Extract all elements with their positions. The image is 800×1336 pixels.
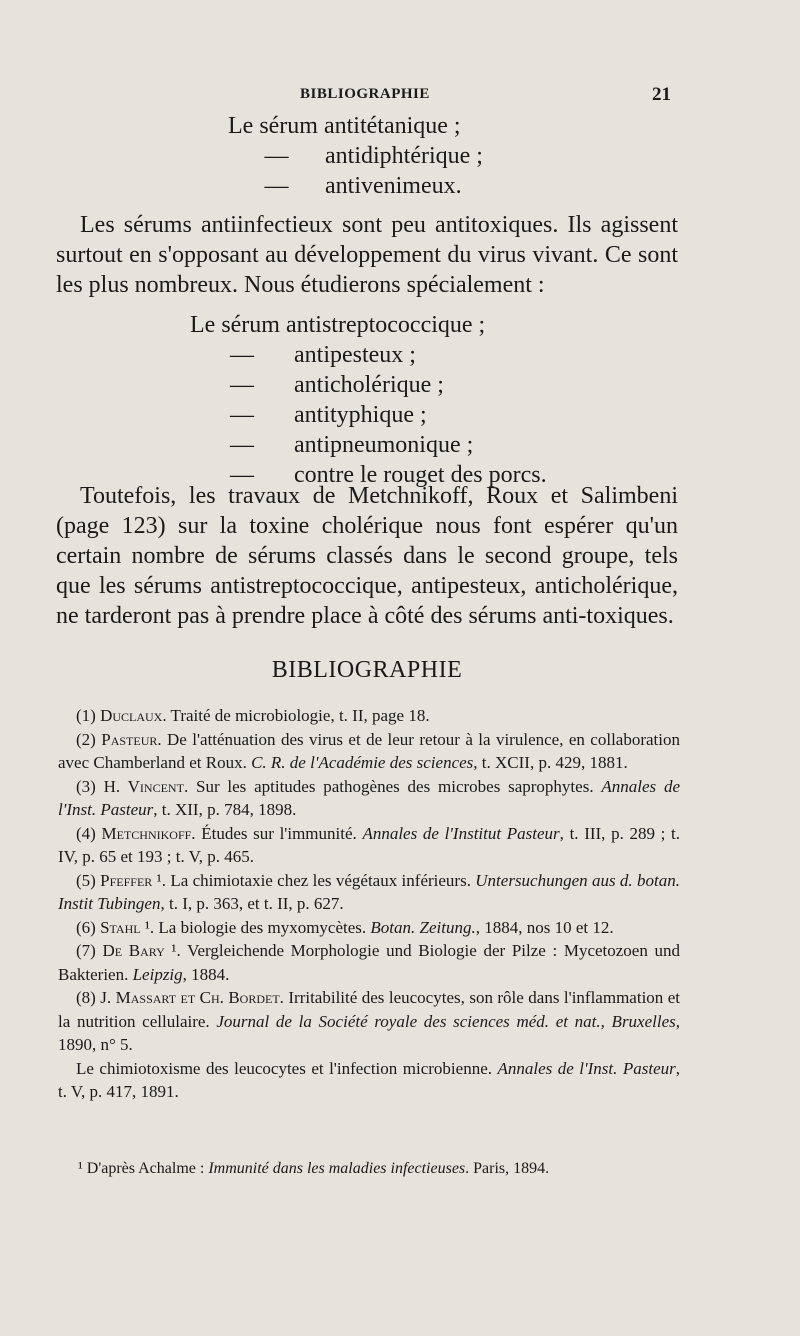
bibliography-list <box>58 704 680 1104</box>
paragraph-text: Toutefois, les travaux de Metchnikoff, Roux et Salimbeni (page 123) sur la toxine cholérique nous font espérer qu'un certain nombre de sérums classés dans le second groupe, tels que les sérums antistreptococcique, antipesteux, anticholérique, ne tarderont pas à prendre place à côté des sérums anti-toxiques. <box>56 483 678 629</box>
list-item-text: Le sérum antitétanique ; <box>228 113 461 139</box>
list-item <box>190 400 547 430</box>
reference-author: Pasteur <box>101 729 158 749</box>
list-item <box>228 171 483 201</box>
list-dash: — <box>230 342 254 368</box>
reference-author: Duclaux <box>100 706 163 725</box>
list-item <box>190 310 547 340</box>
reference-item <box>58 986 680 1057</box>
list-item-text: antipneumonique ; <box>294 432 474 458</box>
reference-details: , t. I, p. 363, et t. II, p. 627. <box>160 894 344 913</box>
reference-author: De Bary ¹ <box>102 941 177 960</box>
reference-details: , t. XII, p. 784, 1898. <box>153 800 297 819</box>
reference-text: . De l'atténuation des virus et de leur retour à la virulence, en collaboration avec Chamberland et Roux. <box>58 729 680 772</box>
running-head <box>0 86 800 110</box>
list-item-text: antityphique ; <box>294 402 427 428</box>
footnote-details: . Paris, 1894. <box>465 1160 550 1177</box>
list-dash: — <box>230 462 254 488</box>
paragraph-antiinfectious <box>56 210 678 300</box>
reference-source: C. R. de l'Académie des sciences <box>251 753 474 772</box>
footnote-mark: ¹ <box>78 1160 83 1177</box>
reference-source: Annales de l'Institut Pasteur <box>362 823 560 843</box>
reference-details: , t. III, p. 289 ; t. IV, p. 65 et 193 ; t. V, p. 465. <box>58 823 681 866</box>
reference-item <box>58 1057 680 1104</box>
reference-number: (1) <box>76 706 96 725</box>
footnote-text: D'après Achalme : <box>82 1160 209 1177</box>
page-number: 21 <box>652 84 671 105</box>
serum-list-antiinfectious <box>190 310 547 490</box>
reference-item <box>58 704 680 728</box>
reference-source: Botan. Zeitung. <box>370 917 476 937</box>
list-dash: — <box>264 143 289 169</box>
reference-number: (4) <box>76 823 96 843</box>
list-item-text: anticholérique ; <box>294 372 444 398</box>
running-head-title: BIBLIOGRAPHIE <box>300 86 430 102</box>
reference-source: Annales de l'Inst. Pasteur <box>58 776 680 819</box>
reference-author: J. Massart et Ch. Bordet <box>100 988 280 1007</box>
reference-text: . Sur les aptitudes pathogènes des microbes saprophytes. <box>183 776 602 796</box>
reference-text: Le chimiotoxisme des leucocytes et l'infection microbienne. <box>76 1058 498 1078</box>
list-item <box>228 141 483 171</box>
reference-number: (5) <box>76 870 96 890</box>
reference-source: Journal de la Société royale des sciences méd. et nat., Bruxelles <box>216 1011 676 1031</box>
list-dash: — <box>230 372 254 398</box>
list-item <box>190 340 547 370</box>
reference-author: Metchnikoff <box>101 823 192 843</box>
reference-item <box>58 822 680 869</box>
list-item <box>190 430 547 460</box>
reference-author: Pfeffer ¹ <box>100 870 162 890</box>
reference-number: (3) <box>76 776 96 796</box>
reference-item <box>58 728 680 775</box>
list-item-text: antipesteux ; <box>294 342 416 368</box>
reference-source: Leipzig <box>132 964 183 984</box>
reference-text: . Irritabilité des leucocytes, son rôle dans l'inflammation et la nutrition cellulaire. <box>58 988 681 1031</box>
reference-text: . Vergleichende Morphologie und Biologie der Pilze : Mycetozoen und Bakterien. <box>58 941 681 984</box>
list-item-text: antivenimeux. <box>325 173 462 199</box>
reference-text: . La biologie des myxomycètes. <box>149 917 371 937</box>
reference-number: (6) <box>76 917 96 937</box>
footnote-title: Immunité dans les maladies infectieuses <box>208 1160 466 1177</box>
serum-list-antitoxic <box>228 111 483 201</box>
list-dash: — <box>230 402 254 428</box>
list-item-text: antidiphtérique ; <box>325 143 483 169</box>
reference-details: , t. V, p. 417, 1891. <box>58 1058 680 1101</box>
reference-author: Stahl ¹ <box>100 917 150 937</box>
list-item <box>190 370 547 400</box>
reference-details: , t. XCII, p. 429, 1881. <box>473 753 628 772</box>
list-dash: — <box>230 432 254 458</box>
reference-item <box>58 869 680 916</box>
reference-number: (7) <box>76 941 96 960</box>
reference-details: , 1890, n° 5. <box>58 1011 681 1054</box>
reference-text: . Traité de microbiologie, t. II, page 18. <box>162 706 430 725</box>
list-dash: — <box>264 173 289 199</box>
reference-details: , 1884, nos 10 et 12. <box>475 917 614 937</box>
footnote <box>78 1158 678 1180</box>
paragraph-metchnikoff <box>56 481 678 631</box>
reference-source: Annales de l'Inst. Pasteur <box>497 1058 676 1078</box>
bibliography-heading: BIBLIOGRAPHIE <box>271 657 463 683</box>
reference-number: (8) <box>76 988 96 1007</box>
reference-item <box>58 939 680 986</box>
list-item <box>228 111 483 141</box>
reference-details: , 1884. <box>182 964 230 984</box>
reference-text: . La chimiotaxie chez les végétaux inférieurs. <box>161 870 476 890</box>
reference-author: H. Vincent <box>103 776 184 796</box>
reference-item <box>58 916 680 940</box>
paragraph-text: Les sérums antiinfectieux sont peu antitoxiques. Ils agissent surtout en s'opposant au développement du virus vivant. Ce sont les plus nombreux. Nous étudierons spécialement : <box>56 212 678 298</box>
list-item-text: Le sérum antistreptococcique ; <box>190 312 486 338</box>
reference-text: . Études sur l'immunité. <box>191 823 363 843</box>
reference-item <box>58 775 680 822</box>
reference-number: (2) <box>76 729 96 749</box>
reference-source: Untersuchungen aus d. botan. Instit Tubingen <box>58 870 680 913</box>
list-item-text: contre le rouget des porcs. <box>294 462 547 488</box>
